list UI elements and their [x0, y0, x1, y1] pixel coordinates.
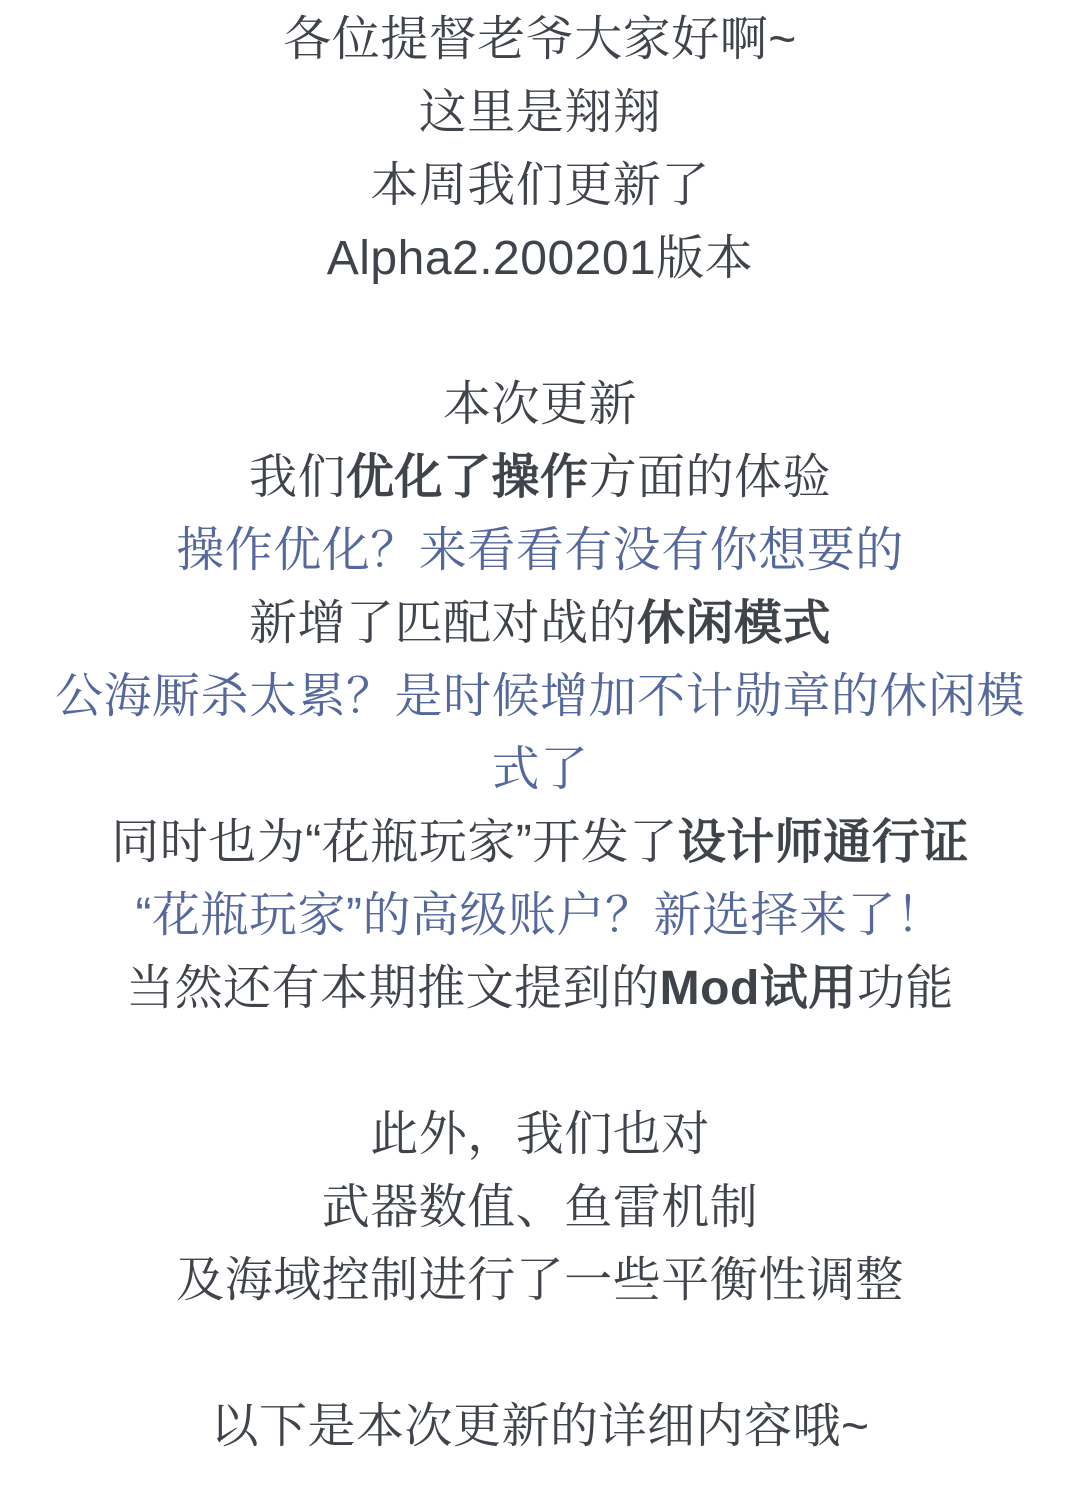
section-intro-line — [0, 368, 1080, 441]
balance-detail-line — [0, 1244, 1080, 1317]
feature-controls-line — [0, 441, 1080, 514]
feature-mod-trial-line — [0, 952, 1080, 1025]
blank-line — [0, 1025, 1080, 1098]
version-line — [0, 222, 1080, 295]
comment-designer-pass-line — [0, 879, 1080, 952]
comment-controls-line — [0, 514, 1080, 587]
text-segment: 功能 — [856, 962, 954, 1015]
greeting-line — [0, 3, 1080, 76]
text-segment: 及海域控制进行了一些平衡性调整 — [176, 1254, 904, 1307]
text-segment: 本周我们更新了 — [370, 159, 710, 212]
text-segment: 这里是翔翔 — [418, 86, 662, 139]
balance-intro-line — [0, 1098, 1080, 1171]
text-segment: 本次更新 — [442, 378, 637, 431]
text-segment: 我们 — [248, 451, 346, 504]
outro-line — [0, 1390, 1080, 1463]
blank-line — [0, 295, 1080, 368]
bold-segment: Mod试用 — [659, 962, 857, 1015]
text-segment: 各位提督老爷大家好啊~ — [283, 13, 797, 66]
author-line — [0, 76, 1080, 149]
comment-casual-mode-line-1 — [0, 660, 1080, 733]
balance-items-line — [0, 1171, 1080, 1244]
text-segment: 公海厮杀太累？是时候增加不计勋章的休闲模 — [54, 670, 1025, 723]
text-segment: 以下是本次更新的详细内容哦~ — [210, 1400, 870, 1453]
text-segment: 此外，我们也对 — [370, 1108, 710, 1161]
text-segment: 同时也为“花瓶玩家”开发了 — [111, 816, 678, 869]
text-segment: Alpha2.200201版本 — [326, 232, 754, 285]
feature-casual-mode-line — [0, 587, 1080, 660]
blank-line — [0, 1317, 1080, 1390]
text-segment: 式了 — [491, 743, 589, 796]
bold-segment: 优化了操作 — [345, 451, 589, 504]
bold-segment: 休闲模式 — [637, 597, 832, 650]
text-segment: 操作优化？来看看有没有你想要的 — [176, 524, 904, 577]
text-segment: 方面的体验 — [588, 451, 832, 504]
text-segment: 当然还有本期推文提到的 — [126, 962, 660, 1015]
comment-casual-mode-line-2 — [0, 733, 1080, 806]
bold-segment: 设计师通行证 — [677, 816, 969, 869]
update-announce-line — [0, 149, 1080, 222]
text-segment: 武器数值、鱼雷机制 — [321, 1181, 759, 1234]
feature-designer-pass-line — [0, 806, 1080, 879]
text-segment: 新增了匹配对战的 — [248, 597, 637, 650]
text-segment: “花瓶玩家”的高级账户？新选择来了！ — [135, 889, 945, 942]
